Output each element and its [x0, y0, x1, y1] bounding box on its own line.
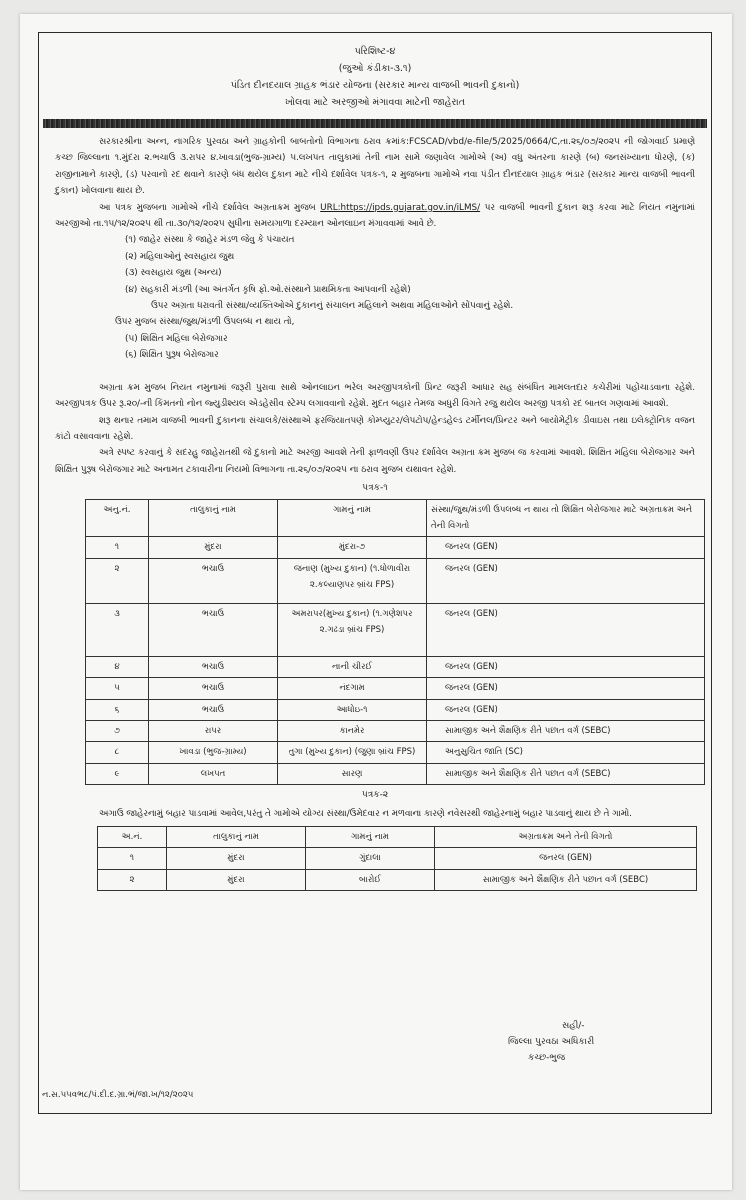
cell-priority: જનરલ (GEN): [427, 603, 705, 656]
ipds-url-link[interactable]: URL:https://ipds.gujarat.gov.in/iLMS/: [320, 202, 481, 213]
document-header: [39, 43, 711, 111]
table-row: [86, 720, 705, 741]
cell-taluka: લખપત: [149, 763, 278, 784]
col-header-taluka: તાલુકાનું નામ: [167, 827, 306, 848]
table-row: [86, 558, 705, 603]
cell-priority: જનરલ (GEN): [427, 558, 705, 603]
cell-priority: સામાજીક અને શૈક્ષણિક રીતે પછાત વર્ગ (SEBC): [427, 763, 705, 784]
application-text-b: પર વાજબી ભાવની દુકાન શરૂ કરવા માટે નિયત નમુનામાં અરજીઓ તા.૧૫/૧૨/૨૦૨૫ થી તા.૩૦/૧૨/૨૦૨૫ સુધીના સમયગાળા દરમ્યાન ઓનલાઇન મંગાવવામાં આવે છે.: [55, 202, 695, 230]
header-divider: [43, 119, 707, 128]
table2: [97, 826, 697, 891]
annex-title: પરિશિષ્ટ-૪: [354, 46, 396, 57]
cell-village: નાની ચીરઈ: [278, 656, 427, 677]
col-header-taluka: તાલુકાનું નામ: [149, 499, 278, 537]
table-row: [86, 537, 705, 558]
cell-taluka: ભચાઉ: [149, 678, 278, 699]
col-header-priority: સંસ્થા/જુથ/મંડળી ઉપલબ્ધ ન થાય તો શિક્ષિત બેરોજગાર માટે અગ્રતાક્રમ અને તેની વિગતો: [427, 499, 705, 537]
cell-serial: ૪: [86, 656, 149, 677]
table1: [85, 499, 705, 786]
cell-serial: ૩: [86, 603, 149, 656]
cell-serial: ૫: [86, 678, 149, 699]
document-page: [20, 14, 732, 1190]
cell-village: તુગા (મુખ્ય દુકાન) (જુણા બ્રાંચ FPS): [278, 742, 427, 763]
subject-line: ખોલવા માટે અરજીઓ મંગાવવા માટેની જાહેરાત: [284, 97, 466, 108]
col-header-village: ગામનું નામ: [306, 827, 435, 848]
cell-taluka: મુંદરા: [167, 848, 306, 869]
cell-priority: જનરલ (GEN): [427, 678, 705, 699]
scheme-title: પંડિત દીનદયાલ ગ્રાહક ભંડાર યોજના (સરકાર માન્ય વાજબી ભાવની દુકાનો): [230, 80, 520, 91]
cell-priority: જનરલ (GEN): [427, 537, 705, 558]
cell-serial: ૬: [86, 699, 149, 720]
priority-item: (૨) મહિલાઓનું સ્વસહાય જુથ: [125, 251, 235, 262]
cell-village: નંદગામ: [278, 678, 427, 699]
cell-village: કાનમેર: [278, 720, 427, 741]
document-border: [38, 32, 712, 1114]
priority-item: (૧) જાહેર સંસ્થા કે જાહેર મંડળ જેવુ કે પંચાયત: [125, 235, 295, 246]
signature-block: [508, 1018, 594, 1066]
cell-village: ગુંદાલા: [306, 848, 435, 869]
para-reference: (જુઓ કંડીકા-૩.૧): [338, 63, 412, 74]
table1-title: પત્રક-૧: [362, 483, 388, 494]
table-row: [86, 656, 705, 677]
paragraph-allocation: અત્રે સ્પષ્ટ કરવાનું કે સદરહુ જાહેરાતથી જે દુકાનો માટે અરજી આવશે તેની ફાળવણી ઉપર દર્શાવેલ અગ્રતા ક્રમ મુજબ જ કરવામાં આવશે. શિક્ષિત મહિલા બેરોજગાર અને શિક્ષિત પુરૂષ બેરોજગાર માટે અનામત ટકાવારીના નિયમો વિભાગના તા.૨૬/૦૭/૨૦૨૫ ના ઠરાવ મુજબ યથાવત રહેશે.: [55, 448, 695, 475]
cell-taluka: ભચાઉ: [149, 699, 278, 720]
paragraph-resolution: સરકારશ્રીના અન્ન, નાગરિક પુરવઠા અને ગ્રાહકોની બાબતોનો વિભાગના ઠરાવ ક્રમાંક:FCSCAD/vbd/e-file/5/2025/0664/C,તા.૨૬/૦૭/૨૦૨૫ ની જોગવાઈ પ્રમાણે કચ્છ જિલ્લાના ૧.મુંદરા ૨.ભચાઉ ૩.રાપર ૪.ખાવડા(ભુજ-ગ્રામ્ય) ૫.લખપત તાલુકામાં તેની નામ સામે જણાવેલ ગામોએ (અ) વધુ અંતરના કારણે (બ) જનસંખ્યાના ધોરણે, (ક) રાજીનામાને કારણે, (ડ) પરવાનો રદ થવાને કારણે બંધ થયેલ દુકાન માટે નીચે દર્શાવેલ પત્રક-૧, ૨ મુજબના ગામોએ નવા પંડીત દીનદયાલ ગ્રાહક ભંડાર (સરકાર માન્ય વાજબી ભાવની દુકાન) ખોલવાના થાય છે.: [55, 137, 695, 197]
fallback-item: (૬) શિક્ષિત પુરૂષ બેરોજગાર: [125, 350, 219, 361]
signatory-place: કચ્છ-ભુજ: [528, 1053, 566, 1063]
cell-serial: ૯: [86, 763, 149, 784]
table1-header-row: [86, 499, 705, 537]
cell-taluka: ભચાઉ: [149, 558, 278, 603]
cell-priority: જનરલ (GEN): [435, 848, 697, 869]
fallback-intro: ઉપર મુજબ સંસ્થા/જુથ/મંડળી ઉપલબ્ધ ન થાય તો,: [115, 317, 295, 328]
table-row: [86, 603, 705, 656]
fallback-item: (૫) શિક્ષિત મહિલા બેરોજગાર: [125, 333, 228, 344]
signature-mark: સહી/-: [562, 1021, 585, 1031]
cell-taluka: ભચાઉ: [149, 656, 278, 677]
table2-header-row: [98, 827, 697, 848]
women-note: ઉપર અગ્રતા ધરાવતી સંસ્થા/વ્યક્તિઓએ દુકાનનું સંચાલન મહિલાને અથવા મહિલાઓને સોંપવાનું રહેશે.: [151, 301, 514, 312]
cell-taluka: ખાવડા (ભુજ-ગ્રામ્ય): [149, 742, 278, 763]
cell-taluka: ભચાઉ: [149, 603, 278, 656]
cell-serial: ૭: [86, 720, 149, 741]
cell-taluka: મુંદરા: [149, 537, 278, 558]
priority-item: (૪) સહકારી મંડળી (આ અંતર્ગત કૃષિ ફો.ઓ.સંસ્થાને પ્રાથમિકતા આપવાની રહેશે): [125, 284, 411, 295]
cell-serial: ૨: [98, 869, 167, 890]
table-row: [86, 699, 705, 720]
signatory-designation: જિલ્લા પુરવઠા અધિકારી: [508, 1037, 595, 1047]
cell-village: અમરાપર(મુખ્ય દુકાન) (૧.ગણેશપર ૨.ગઢડા બ્રાંચ FPS): [278, 603, 427, 656]
cell-serial: ૧: [98, 848, 167, 869]
table-row: [98, 869, 697, 890]
paragraph-documents: અગ્રતા ક્રમ મુજબ નિયત નમુનામાં જરૂરી પુરાવા સાથે ઓનલાઇન ભરેલ અરજીપત્રકોની પ્રિન્ટ જરૂરી આધાર સહ સંબંધિત મામલતદાર કચેરીમાં પહોંચાડવાના રહેશે. અરજીપત્રક ઉપર રૂ.૨૦/-ની કિંમતનો નોન જ્યુડીશ્યલ એડહેસીવ સ્ટેમ્પ લગાવવાનો રહેશે. મુદત બહાર તેમજ અધુરી વિગતે રજુ થયેલ અરજી પત્રકો રદ બાતલ ગણવામાં આવશે.: [55, 382, 695, 410]
cell-village: આધોઇ-૧: [278, 699, 427, 720]
cell-priority: જનરલ (GEN): [427, 699, 705, 720]
col-header-priority: અગ્રતાક્રમ અને તેની વિગતો: [435, 827, 697, 848]
col-header-village: ગામનું નામ: [278, 499, 427, 537]
cell-priority: સામાજીક અને શૈક્ષણિક રીતે પછાત વર્ગ (SEBC): [435, 869, 697, 890]
col-header-serial: અનુ.નં.: [86, 499, 149, 537]
cell-priority: સામાજીક અને શૈક્ષણિક રીતે પછાત વર્ગ (SEBC): [427, 720, 705, 741]
cell-priority: અનુસુચિત જાતિ (SC): [427, 742, 705, 763]
application-text-a: આ પત્રક મુજબના ગામોએ નીચે દર્શાવેલ અગ્રતાક્રમ મુજબ: [99, 202, 316, 213]
cell-serial: ૧: [86, 537, 149, 558]
cell-village: બારોઈ: [306, 869, 435, 890]
table-row: [86, 678, 705, 699]
table-row: [98, 848, 697, 869]
cell-village: સારણ: [278, 763, 427, 784]
table-row: [86, 763, 705, 784]
table-row: [86, 742, 705, 763]
cell-serial: ૨: [86, 558, 149, 603]
cell-taluka: મુંદરા: [167, 869, 306, 890]
cell-serial: ૮: [86, 742, 149, 763]
paragraph-application: [55, 200, 695, 233]
cell-village: મુંદરા-૭: [278, 537, 427, 558]
priority-item: (૩) સ્વસહાય જુથ (અન્ય): [125, 268, 222, 279]
paragraph-equipment: શરૂ થનાર તમામ વાજબી ભાવની દુકાનના સંચાલકે/સંસ્થાએ ફરજિયાતપણે કોમ્પ્યુટર/લેપટોપ/હેન્ડહેલ્ડ ટર્મીનલ/પ્રિન્ટર અને બાયોમેટ્રીક ડીવાઇસ તથા ઇલેક્ટ્રોનિક વજન કાંટો વસાવવાના રહેશે.: [55, 415, 695, 442]
document-body: [39, 128, 711, 891]
cell-village: જનાણ (મુખ્ય દુકાન) (૧.ધોળાવીરા ૨.કલ્યાણપર બ્રાંચ FPS): [278, 558, 427, 603]
table2-intro: અગાઉ જાહેરનામું બહાર પાડવામાં આવેલ,પરંતુ તે ગામોએ યોગ્ય સંસ્થા/ઉમેદવાર ન મળવાના કારણે નવેસરથી જાહેરનામું બહાર પાડવાનું થાય છે તે ગામો.: [99, 808, 632, 819]
reference-number: ન.સ.૫૫વભ૮/પં.દી.દ.ગ્રા.ભં/જા.ખ/૧૨/૨૦૨૫: [42, 1090, 194, 1100]
cell-taluka: રાપર: [149, 720, 278, 741]
col-header-serial: અ.નં.: [98, 827, 167, 848]
cell-priority: જનરલ (GEN): [427, 656, 705, 677]
table2-title: પત્રક-૨: [361, 790, 389, 801]
